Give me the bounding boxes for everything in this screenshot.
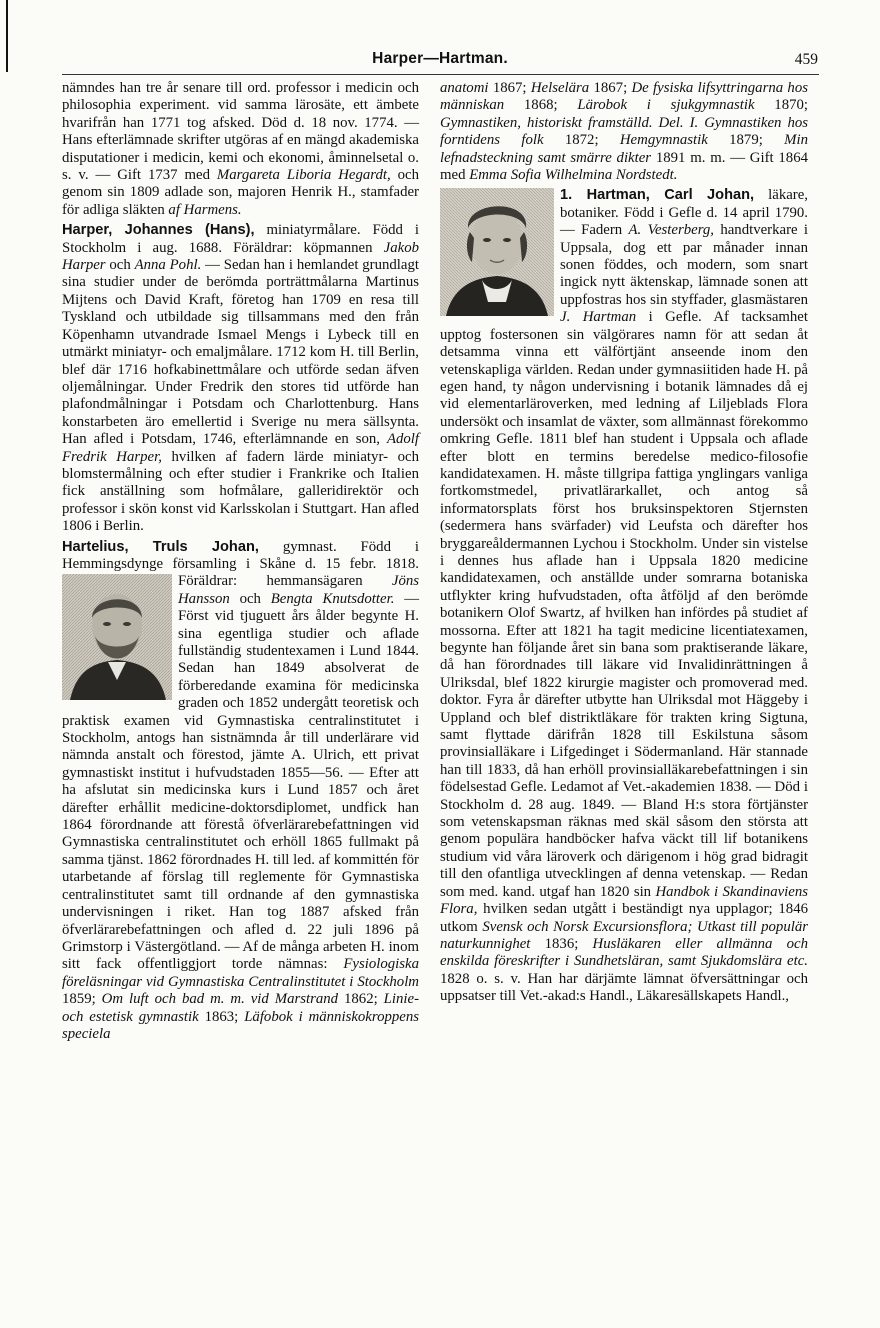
page-number: 459 [794,51,818,68]
entry-hartelius: Hartelius, Truls Johan, gymnast. Född i Hemmingsdynge församling i Skåne d. 15 febr. 1818. Föräldrar: hemmansägaren Jöns Hansson och Bengta Knutsdotter. — Först vid tjuguett års ålder begynte H. sina egentliga studier och aflade fullständig studentexamen i Lund 1844. Sedan han 1849 absolverat de förberedande examina för medicinska graden och 1852 undergått teoretisk och praktisk examen vid Gymnastiska centralinstitutet i Stockholm, antogs han sistnämnda år till underlärare vid nämnda anstalt och förestod, jämte A. Ulrich, ett privat gymnastiskt institut i hufvudstaden 1855—56. — Efter att ha afslutat sin medicinska kurs i Lund 1857 och året därefter erhållit medicine-doktorsdiplomet, undfick han 1864 förordnande att förestå öfverlärarebefattningen vid Gymnastiska centralinstitutet och erhöll 1865 fullmakt på samma tjänst. 1862 förordnades H. till led. af kommittén för utarbetande af förslag till reglemente för Gymnastiska centralinstitutet samt till ordnande af den gymnastiska undervisningen i riket. Han tog 1887 afsked från öfverlärarebefattningen och afled d. 22 juli 1896 på Grimstorp i Västergötland. — Af de många arbeten H. inom sitt fack offentliggjort torde nämnas: Fysiologiska föreläsningar vid Gymnastiska Centralinstitutet i Stockholm 1859; Om luft och bad m. m. vid Marstrand 1862; Linie- och estetisk gymnastik 1863; Läfobok i människokroppens speciela [62,538,420,1042]
portrait-hartelius [62,574,172,700]
page-header [0,50,880,74]
headword-harper: Harper, Johannes (Hans), [62,222,255,239]
continued-hartelius: anatomi 1867; Helselära 1867; De fysiska lifsyttringarna hos människan 1868; Lärobok i sjukgymnastik 1870; Gymnastiken, historiskt framställd. Del. I. Gymnastiken hos forntidens folk 1872; Hemgymnastik 1879; Min lefnadsteckning samt smärre dikter 1891 m. m. — Gift 1864 med Emma Sofia Wilhelmina Nordstedt. [440,80,809,184]
headword-hartman: 1. Hartman, Carl Johan, [560,187,755,204]
portrait-hartman [440,188,554,316]
entry-harper: Harper, Johannes (Hans), miniatyrmålare. Född i Stockholm i aug. 1688. Föräldrar: köpmannen Jakob Harper och Anna Pohl. — Sedan han i hemlandet grundlagt sina studier under de berömda porträttmålarna Martinus Mijtens och David Kraft, företog han 1709 en resa till Tyskland och utbildade sig tillsammans med den från Köpenhamn utvandrade Ismael Mengs i Lybeck till en utmärkt miniatyr- och emaljmålare. 1712 kom H. till Berlin, blef där 1716 hofkabinettmålare och utförde sedan äfven oljemålningar. Under Fredrik den stores tid utförde han plafondmålningar i Potsdam och Charlottenburg. Hans konstarbeten äro emellertid i Sverige nu mera sällsynta. Han afled i Potsdam, 1746, efterlämnande en son, Adolf Fredrik Harper, hvilken af fadern lärde miniatyr- och blomstermålning och efter studier i Frankrike och Italien fick anställning som hofmålare, galleridirektör och professor i skön konst vid Karlsskolan i Stuttgart. Han afled 1806 i Berlin. [62,222,419,535]
headword-hartelius: Hartelius, Truls Johan, [62,538,259,555]
running-head: Harper—Hartman. [372,50,508,67]
entry-hartman: 1. Hartman, Carl Johan, läkare, botaniker. Född i Gefle d. 14 april 1790. — Fadern A. Vesterberg, handtverkare i Uppsala, dog ett par månader innan sonen föddes, och modern, som snart ingick nytt äktenskap, lämnade sonen att uppfostras hos sin styffader, glasmästaren J. Hartman i Gefle. Af tacksamhet upptog fostersonen sin välgörares namn för att sedan åt detsamma vinna ett välförtjänt anseende inom den vetenskapliga världen. Redan under gymnasiitiden hade H. på egen hand, ty någon undervisning i botanik lämnades då ej vid elementarläroverken, med ledning af Liljeblads Flora undersökt och insamlat de växter, som allmännast förekommo omkring Gefle. 1811 blef han student i Uppsala och aflade efter blott en termins beredelse medico-filosofie kandidatexamen. H. måste tillgripa fattiga ynglingars vanliga fortkomstmedel, privatlärarkallet, och antog så informatorsplats först hos bruksinspektoren Stjernsten (sedermera hans svärfader) vid Leufsta och därefter hos bryggareåldermannen Lychou i Stockholm. Under sin vistelse i dennes hus aflade han i Uppsala 1820 medicine kandidatexamen, och anställde under somrarna botaniska utflykter kring hufvudstaden, ofta åtföljd af den berömde botanikern Olof Swartz, af hvilken han infördes på studiet af mossorna. Efter att 1821 ha tagit medicine licentiatexamen, begynte han följande året sin bana som praktiserande läkare, då han förordnades till läkare vid Invalidinrättningen å Ulriksdal, blef 1822 kirurgie magister och promoverad med. doktor. Fyra år därefter utbytte han Ulriksdal mot Häggeby i Uppland och blef distriktläkare för trakten kring Sigtuna, samt flyttade därifrån 1828 till Eskilstuna såsom provinsialläkare i Lifgedinget i Södermanland. Här stannade han till 1833, då han erhöll provinsialläkarebefattningen i sin födelsestad Gefle. Ledamot af Vet.-akademien 1838. — Död i Stockholm d. 28 aug. 1849. — Bland H:s stora förtjänster som vetenskapsman räknas med skäl såsom den största att genom populära handböcker hafva väckt till lif botanikens studium vid våra läroverk och därigenom i hög grad bidragit till den ofantliga utvecklingen af denna vetenskap. — Redan som med. kand. utgaf han 1820 sin Handbok i Skandinaviens Flora, hvilken sedan utgått i beständigt nya upplagor; 1846 utkom Svensk och Norsk Excursionsflora; Utkast till populär naturkunnighet 1836; Husläkaren eller allmänna och enskilda föreskrifter i Sundhetsläran, samt Sjukdomslära etc. 1828 o. s. v. Han har därjämte lämnat öfversättningar och uppsatser till Vet.-akad:s Handl., Läkaresällskapets Handl., [440,187,808,1005]
header-rule [62,74,819,75]
left-column [62,80,419,1043]
right-column [440,80,808,1006]
continued-entry: nämndes han tre år senare till ord. professor i medicin och philosophia experiment. vid samma lärosäte, ett ämbete hvarifrån han 1771 tog afsked. Död d. 18 nov. 1774. — Hans efterlämnade skrifter utgöras af en mängd akademiska disputationer i medicin, kemi och ekonomi, åminnelsetal o. s. v. — Gift 1737 med Margareta Liboria Hegardt, och genom sin 1809 adlade son, majoren Henrik H., stamfader för adliga släkten af Harmens. [62,80,419,218]
